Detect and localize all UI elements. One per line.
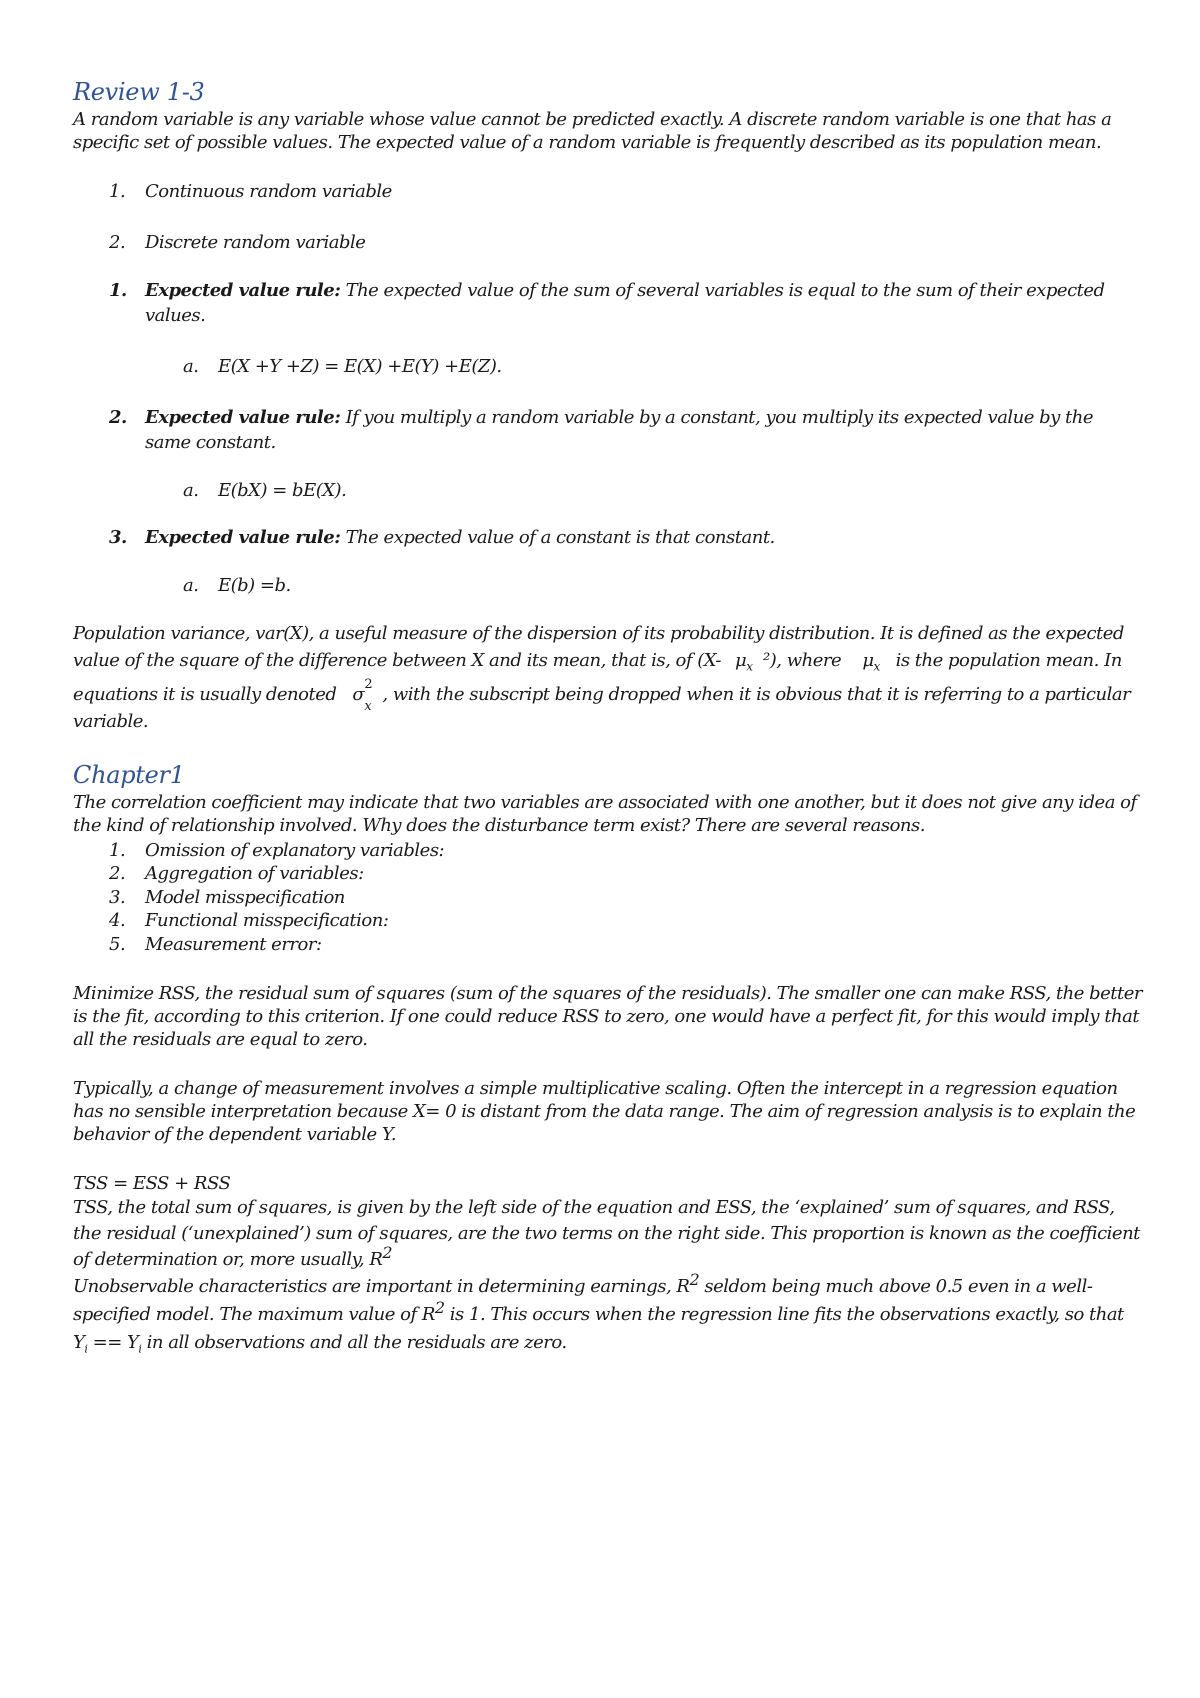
rule-3-formula: a. E(b) =b.	[183, 575, 291, 596]
list-item: 5. Measurement error:	[109, 933, 322, 955]
chapter1-heading: Chapter1	[73, 760, 185, 789]
scaling-paragraph: Typically, a change of measurement involves a simple multiplicative scaling. Often the intercept in a regression equation has no sensible interpretation because X= 0 is distant from the data range. The aim of regression analysis is to explain the behavior of the dependent variable Y.	[73, 1078, 1136, 1146]
expected-value-rule-1: 1. Expected value rule: The expected value of the sum of several variables is equal to the sum of their expected values.	[109, 280, 1105, 326]
list-item: 1. Omission of explanatory variables:	[109, 839, 445, 861]
list-item: 3. Model misspecification	[109, 886, 345, 908]
expected-value-rule-2: 2. Expected value rule: If you multiply a random variable by a constant, you multiply its expected value by the same constant.	[109, 407, 1094, 453]
variance-paragraph: Population variance, var(X), a useful measure of the dispersion of its probability distribution. It is defined as the expected value of the square of the difference between X and its mean, that is, of (X- $\mu_x$ ²), where $\mu_x$ is the population mean. In equations it is usually denoted σ 2 x , with the subscript being dropped when it is obvious that it is referring to a particular variable.	[73, 623, 1131, 732]
tss-paragraph: TSS, the total sum of squares, is given by the left side of the equation and ESS, the ‘explained’ sum of squares, and RSS, the residual (‘unexplained’) sum of squares, are the two terms on the right side. This proportion is known as the coefficient of determination or, more usually, $R^2$	[73, 1197, 1140, 1271]
sigma-symbol: σ 2 x	[352, 676, 373, 714]
list-item: 4. Functional misspecification:	[109, 910, 389, 932]
tss-equation: TSS = ESS + RSS	[73, 1173, 231, 1195]
document-page	[73, 76, 1143, 1364]
review-intro: A random variable is any variable whose value cannot be predicted exactly. A discrete random variable is one that has a specific set of possible values. The expected value of a random variable is frequently described as its population mean.	[73, 109, 1112, 153]
rule-1-formula: a. E(X +Y +Z) = E(X) +E(Y) +E(Z).	[183, 356, 502, 377]
chapter1-intro: The correlation coefficient may indicate that two variables are associated with one another, but it does not give any idea of the kind of relationship involved. Why does the disturbance term exist? There are several reasons.	[73, 791, 1137, 836]
expected-value-rule-3: 3. Expected value rule: The expected value of a constant is that constant.	[109, 527, 775, 548]
unobservable-paragraph: Unobservable characteristics are important in determining earnings, $R^2$ seldom being much above 0.5 even in a well-specified model. The maximum value of $R^2$ is 1. This occurs when the regression line fits the observations exactly, so that $Y_i == Y_i$ in all observations and all the residuals are zero.	[73, 1270, 1124, 1356]
list-item: 2. Discrete random variable	[109, 232, 366, 253]
review-heading: Review 1-3	[73, 78, 205, 106]
list-item: 2. Aggregation of variables:	[109, 863, 364, 885]
rule-2-formula: a. E(bX) = bE(X).	[183, 480, 347, 501]
rss-paragraph: Minimize RSS, the residual sum of squares (sum of the squares of the residuals). The smaller one can make RSS, the better is the fit, according to this criterion. If one could reduce RSS to zero, one would have a perfect fit, for this would imply that all the residuals are equal to zero.	[73, 983, 1142, 1051]
list-item: 1. Continuous random variable	[109, 181, 392, 202]
